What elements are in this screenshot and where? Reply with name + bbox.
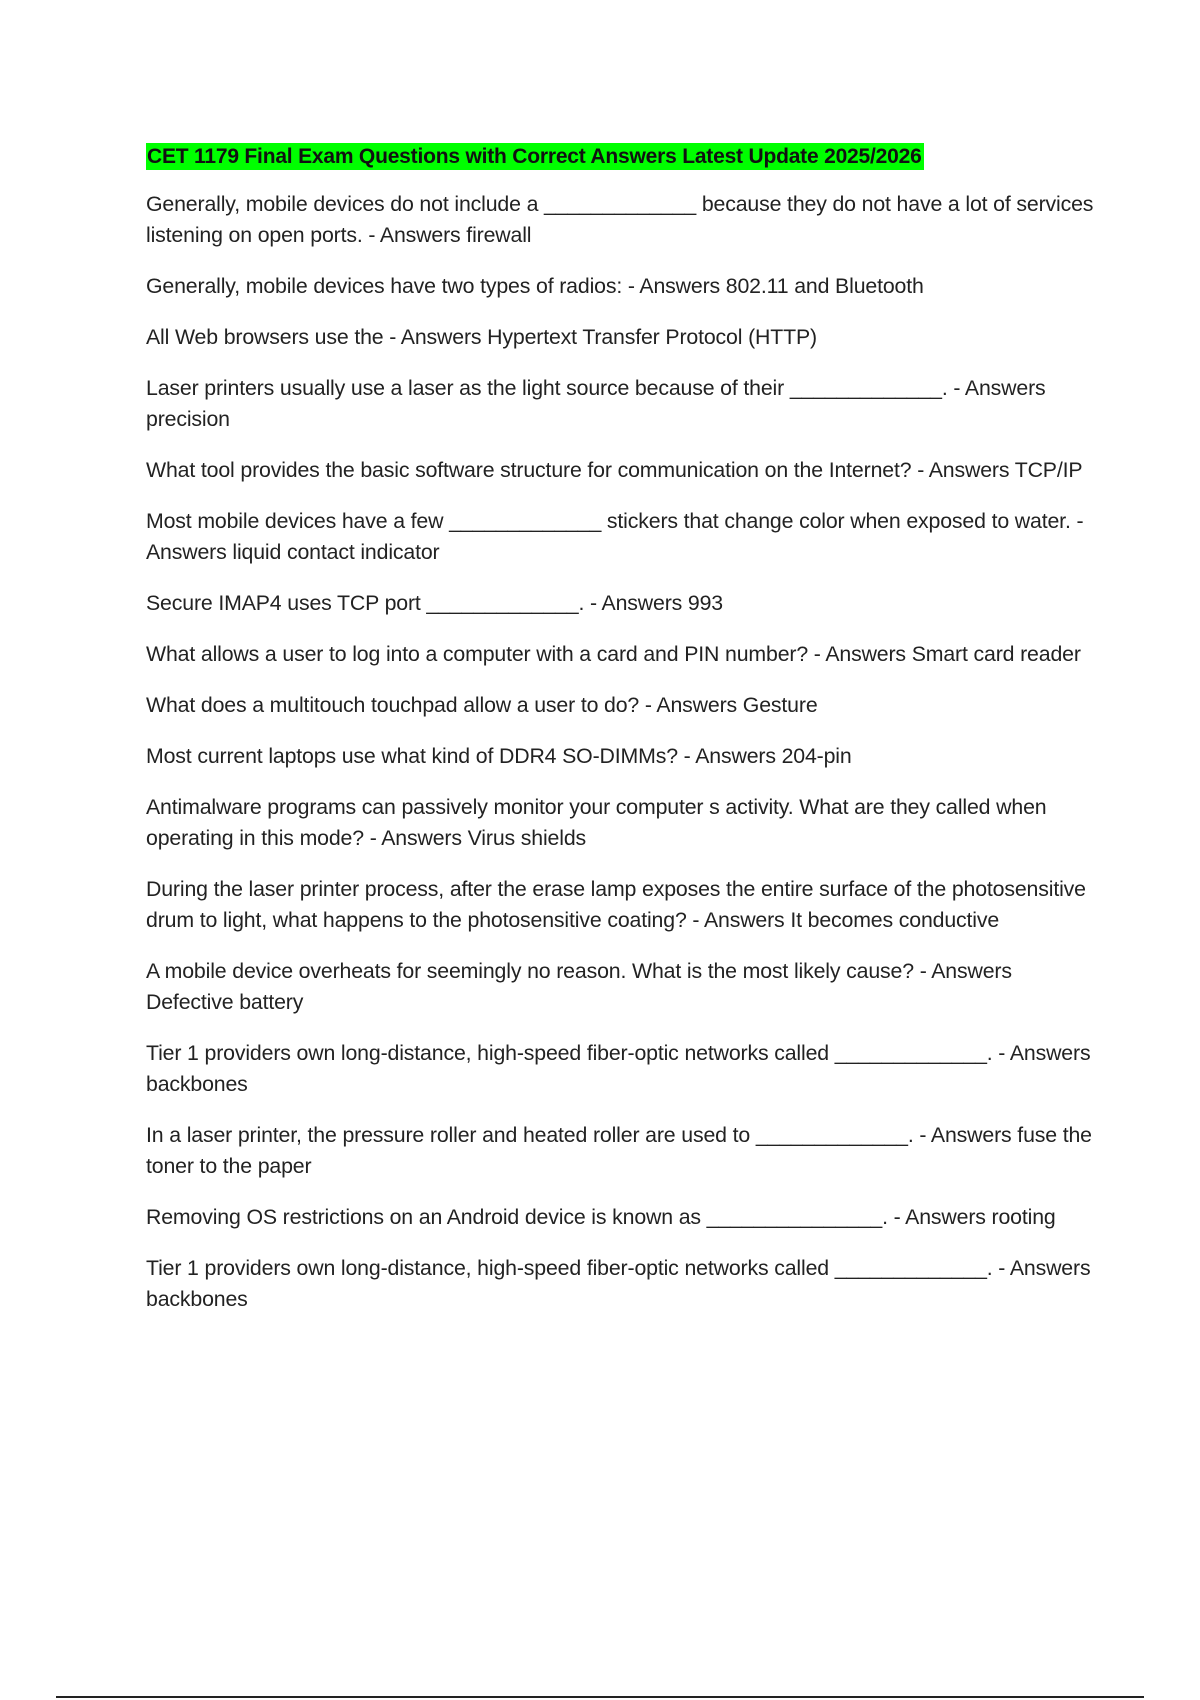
question-item: A mobile device overheats for seemingly no reason. What is the most likely cause? - Answers Defective battery bbox=[146, 959, 1012, 1014]
question-item: Tier 1 providers own long-distance, high-speed fiber-optic networks called _____________. - Answers backbones bbox=[146, 1256, 1091, 1311]
question-item: Most mobile devices have a few _____________ stickers that change color when exposed to water. - Answers liquid contact indicator bbox=[146, 509, 1084, 564]
question-item: What allows a user to log into a computer with a card and PIN number? - Answers Smart card reader bbox=[146, 642, 1081, 666]
question-item: What tool provides the basic software structure for communication on the Internet? - Answers TCP/IP bbox=[146, 458, 1083, 482]
question-item: During the laser printer process, after the erase lamp exposes the entire surface of the photosensitive drum to light, what happens to the photosensitive coating? - Answers It becomes conductive bbox=[146, 877, 1086, 932]
question-item: What does a multitouch touchpad allow a user to do? - Answers Gesture bbox=[146, 693, 818, 717]
question-list bbox=[146, 189, 1096, 1315]
document-page bbox=[146, 143, 1096, 1335]
document-title: CET 1179 Final Exam Questions with Correct Answers Latest Update 2025/2026 bbox=[147, 145, 922, 168]
question-item: Antimalware programs can passively monitor your computer s activity. What are they called when operating in this mode? - Answers Virus shields bbox=[146, 795, 1047, 850]
question-item: Removing OS restrictions on an Android device is known as _______________. - Answers rooting bbox=[146, 1205, 1056, 1229]
question-item: Most current laptops use what kind of DDR4 SO-DIMMs? - Answers 204-pin bbox=[146, 744, 852, 768]
question-item: In a laser printer, the pressure roller and heated roller are used to _____________. - Answers fuse the toner to the paper bbox=[146, 1123, 1092, 1178]
question-item: All Web browsers use the - Answers Hypertext Transfer Protocol (HTTP) bbox=[146, 325, 817, 349]
question-item: Secure IMAP4 uses TCP port _____________. - Answers 993 bbox=[146, 591, 723, 615]
question-item: Generally, mobile devices have two types of radios: - Answers 802.11 and Bluetooth bbox=[146, 274, 924, 298]
question-item: Laser printers usually use a laser as the light source because of their _____________. - Answers precision bbox=[146, 376, 1046, 431]
footer-divider bbox=[56, 1696, 1144, 1698]
question-item: Tier 1 providers own long-distance, high-speed fiber-optic networks called _____________. - Answers backbones bbox=[146, 1041, 1091, 1096]
question-item: Generally, mobile devices do not include a _____________ because they do not have a lot of services listening on open ports. - Answers firewall bbox=[146, 192, 1094, 247]
